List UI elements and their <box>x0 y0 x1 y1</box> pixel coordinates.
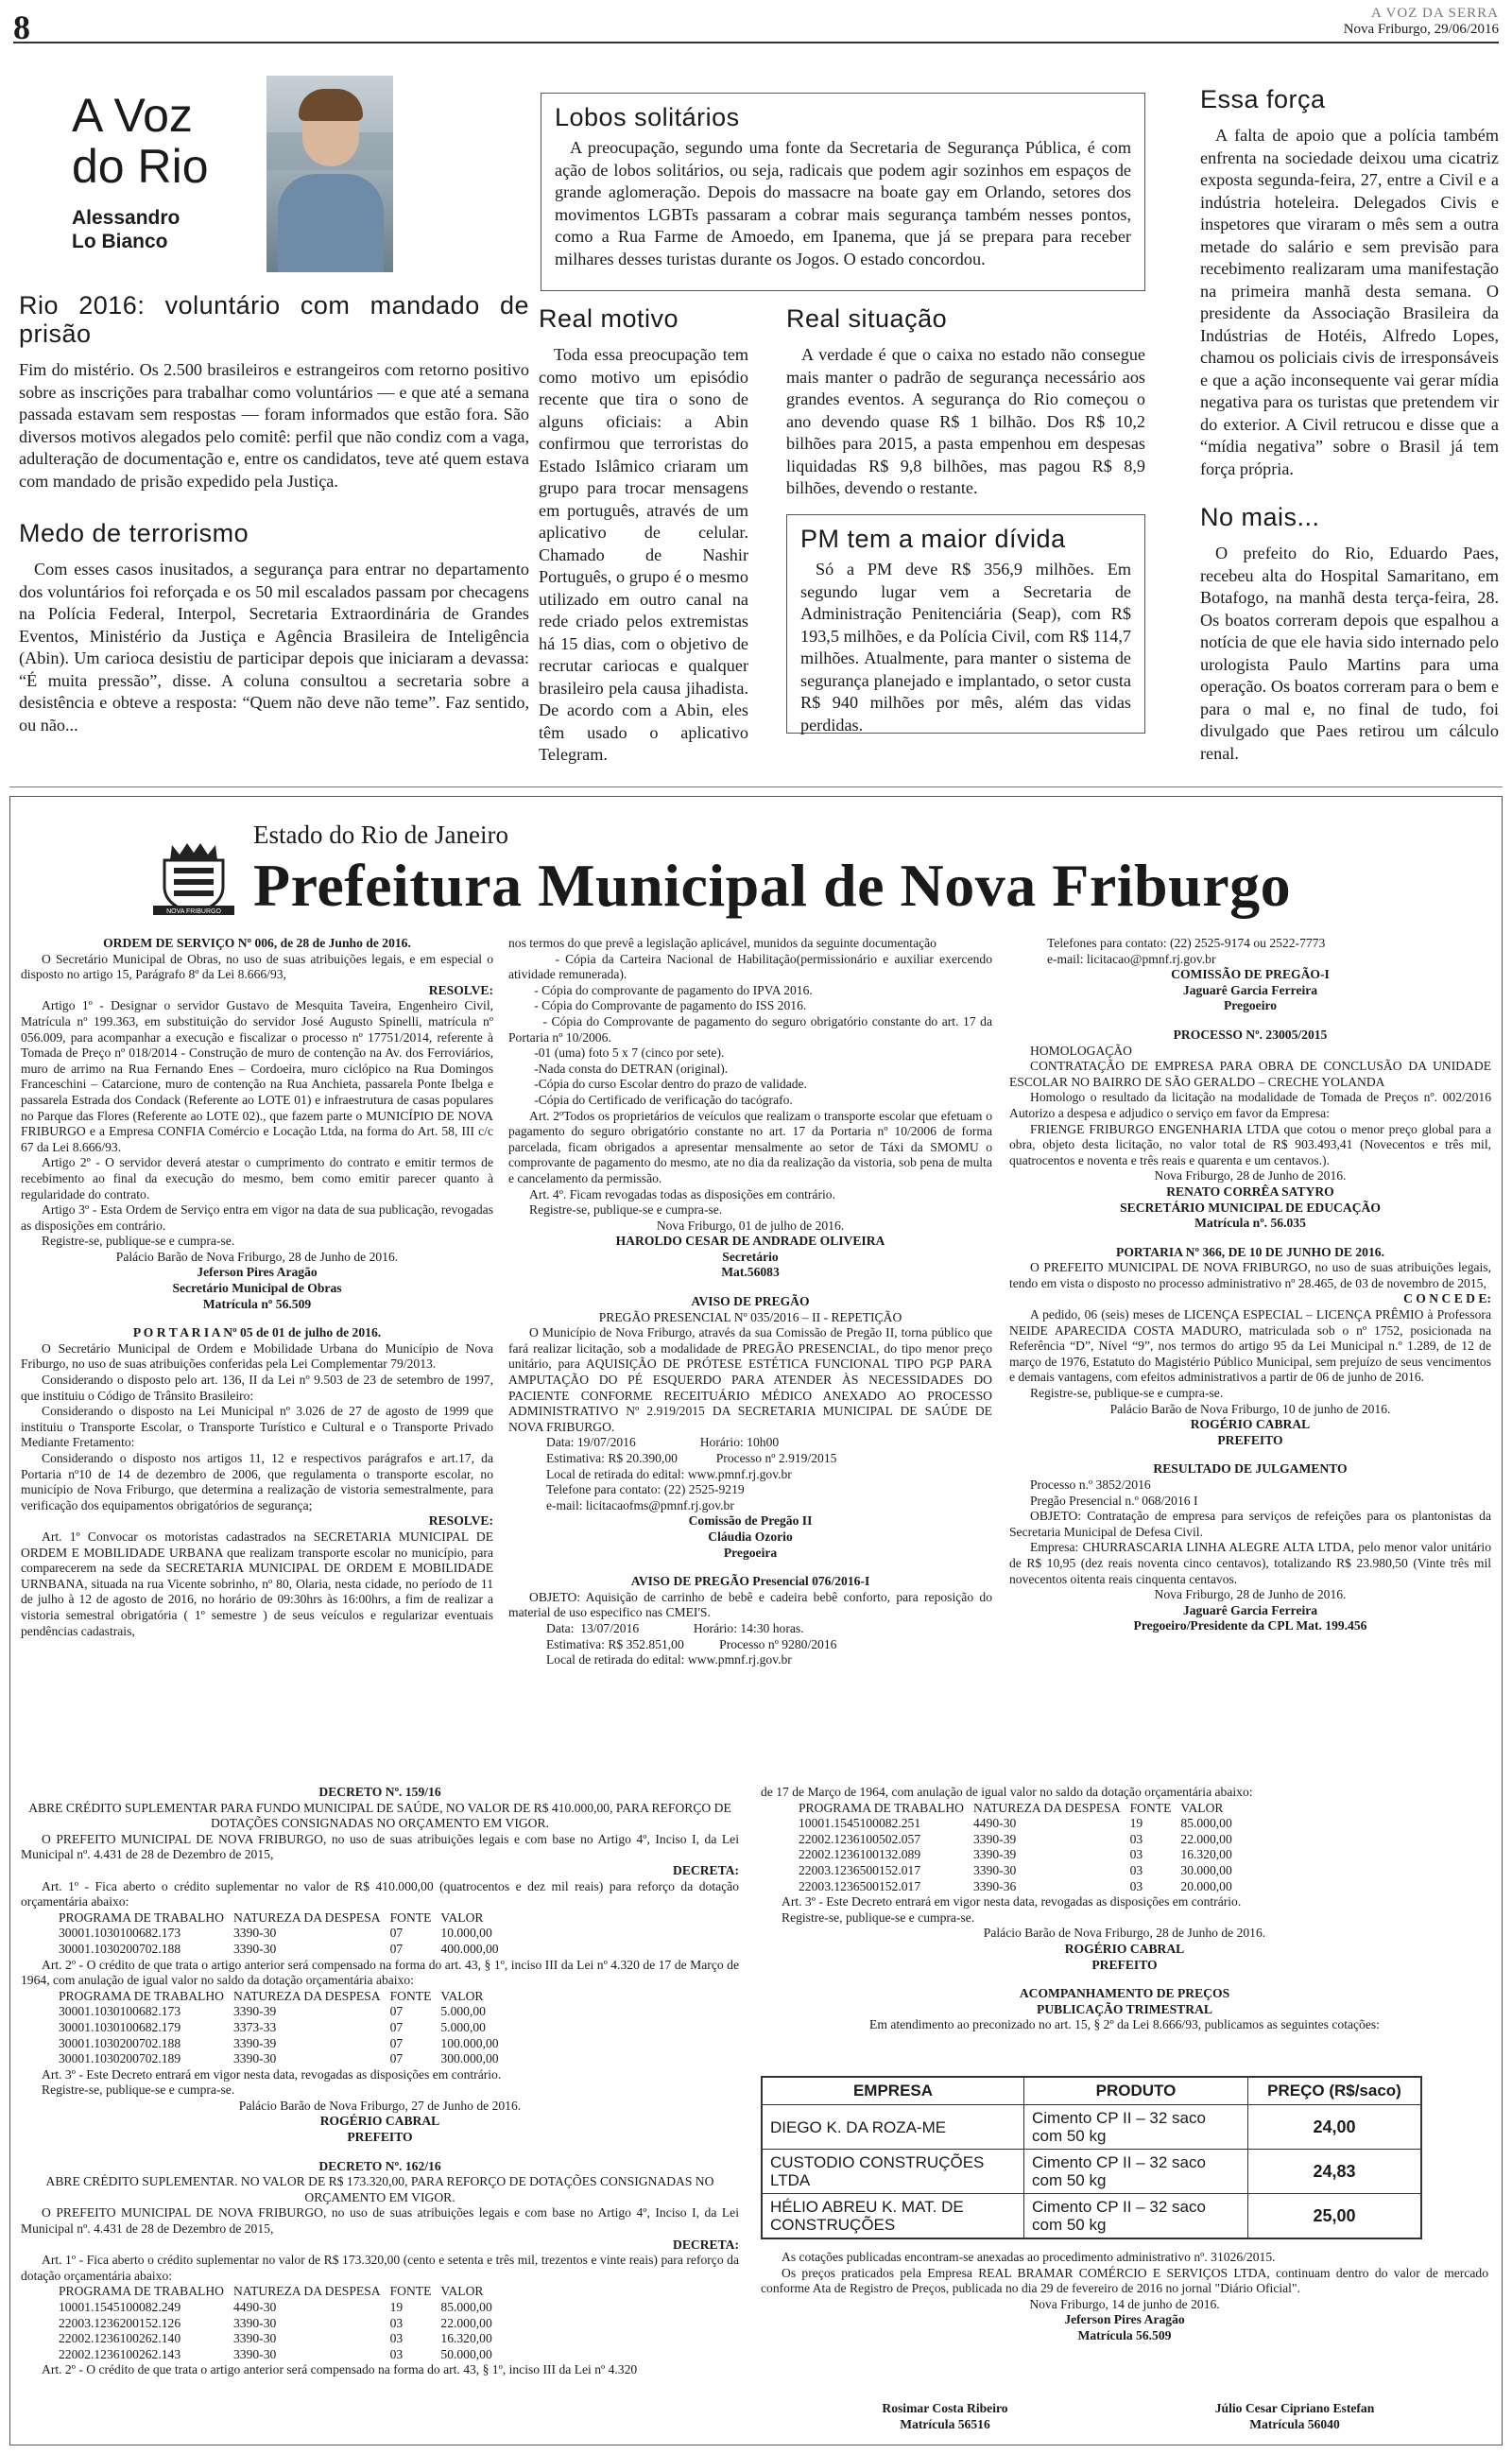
right-column <box>1200 85 1499 770</box>
lobos-box <box>541 93 1145 291</box>
budget-table-cell: 3390-30 <box>972 1862 1017 1877</box>
budget-table-cell: 3390-39 <box>232 2004 277 2019</box>
legal-text: Nova Friburgo, 28 de Junho de 2016. <box>1154 1587 1347 1602</box>
budget-table-cell: 30001.1030200702.188 <box>59 2035 181 2050</box>
budget-table-cell: 03 <box>389 2331 404 2346</box>
price-table-header: PREÇO (R$/saco) <box>1248 2077 1422 2105</box>
situacao-column <box>786 304 1145 506</box>
budget-table-cell: 07 <box>389 2019 404 2034</box>
legal-text: C O N C E D E: <box>1403 1291 1491 1306</box>
legal-text: Palácio Barão de Nova Friburgo, 28 de Junho de 2016. <box>115 1249 399 1264</box>
header-rule <box>13 42 1499 43</box>
prefeitura-name: Prefeitura Municipal de Nova Friburgo <box>253 852 1292 919</box>
legal-text: Local de retirada do edital: www.pmnf.rj.gov.br <box>546 1466 792 1481</box>
legal-text: O Secretário Municipal de Ordem e Mobilidade Urbana do Município de Nova Friburgo, no uso de suas atribuições conferidas pela Lei Complementar 79/2013. <box>21 1340 493 1372</box>
legal-text: - Cópia da Carteira Nacional de Habilitação(permissionário e auxiliar exercendo atividade remunerada). <box>508 951 996 982</box>
legal-text: RESOLVE: <box>428 982 493 997</box>
legal-text: -Cópia do curso Escolar dentro do prazo de validade. <box>508 1077 807 1092</box>
price-table-row <box>762 2150 1421 2194</box>
legal-column-1 <box>21 936 493 1639</box>
legal-text: DECRETO Nº. 159/16 <box>318 1785 441 1799</box>
legal-text: DECRETA: <box>673 2237 739 2252</box>
legal-text <box>21 2146 739 2159</box>
publication-name: A VOZ DA SERRA <box>1371 6 1499 21</box>
legal-text: Data: 13/07/2016 Horário: 14:30 horas. <box>546 1620 804 1635</box>
budget-table-cell: 07 <box>389 2004 404 2019</box>
masthead <box>1344 6 1499 38</box>
budget-table-cell: 4490-30 <box>972 1816 1017 1831</box>
budget-table-cell: 16.320,00 <box>440 2331 492 2346</box>
left-column <box>19 291 529 742</box>
budget-table-header: VALOR <box>440 1910 484 1925</box>
budget-table-header: VALOR <box>440 2284 484 2299</box>
budget-table-cell: 30001.1030200702.189 <box>59 2051 181 2066</box>
legal-text: Art. 3º - Este Decreto entrará em vigor nesta data, revogadas as disposições em contrário. <box>782 1894 1242 1910</box>
budget-table-cell: 3390-30 <box>232 1926 277 1941</box>
budget-table-cell: 3390-39 <box>972 1831 1017 1846</box>
budget-table-cell: 10.000,00 <box>440 1926 492 1941</box>
legal-text: RENATO CORRÊA SATYRO <box>1166 1184 1334 1199</box>
legal-text: Cláudia Ozorio <box>708 1529 793 1544</box>
budget-table-header: FONTE <box>1129 1800 1172 1815</box>
legal-text: Considerando o disposto na Lei Municipal nº 3.026 de 27 de agosto de 1999 que instituiu o Transporte Escolar, o Transporte Turístico e Cultural e o Transporte Privado Mediante Fretamento: <box>21 1404 493 1450</box>
budget-table-cell: 30001.1030100682.179 <box>59 2019 181 2034</box>
budget-table-cell: 07 <box>389 1926 404 1941</box>
budget-table <box>799 1801 1242 1895</box>
budget-table-cell: 3390-30 <box>232 1941 277 1956</box>
crest-icon <box>151 832 236 917</box>
price-footer <box>761 2250 1488 2344</box>
legal-text: Artigo 2º - O servidor deverá atestar o cumprimento do contrato e emitir termos de recebimento ao final da execução do mesmo, bem como emitir parecer quanto à regularidade do contrato. <box>21 1155 493 1201</box>
legal-text <box>1009 1014 1491 1028</box>
legal-text: -Cópia do Certificado de verificação do tacógrafo. <box>508 1092 793 1107</box>
budget-table-cell: 03 <box>1129 1862 1143 1877</box>
legal-text: ORDEM DE SERVIÇO Nº 006, de 28 de Junho de 2016. <box>103 936 411 950</box>
author-photo <box>266 76 393 272</box>
legal-text: ROGÉRIO CABRAL <box>1190 1417 1311 1432</box>
motivo-column <box>539 304 748 772</box>
legal-column-5 <box>761 1785 1488 2033</box>
legal-text: PROCESSO Nº. 23005/2015 <box>1173 1027 1328 1042</box>
legal-text: PREFEITO <box>1217 1432 1283 1447</box>
legal-text: Matrícula nº. 56.035 <box>1194 1216 1306 1231</box>
forca-title: Essa força <box>1200 85 1326 113</box>
budget-table-cell: 07 <box>389 2051 404 2066</box>
legal-text: O PREFEITO MUNICIPAL DE NOVA FRIBURGO, no uso de suas atribuições legais e com base no Artigo 4º, Inciso I, da Lei Municipal nº. 4.431 de 28 de Dezembro de 2015, <box>21 2205 739 2237</box>
legal-text: Estimativa: R$ 20.390,00 Processo nº 2.919/2015 <box>546 1451 837 1465</box>
budget-table-cell: 22003.1236200152.126 <box>59 2315 181 2330</box>
budget-table-row <box>59 2300 502 2316</box>
legal-text: PREFEITO <box>1091 1957 1158 1972</box>
budget-table-row <box>59 2036 508 2052</box>
nomais-body: O prefeito do Rio, Eduardo Paes, recebeu alta do Hospital Samaritano, em Botafogo, na manhã desta terça-feira, 28. Os boatos correram depois que espalhou a notícia de que ele havia sido internado pelo urologista Paulo Martins para uma operação. Os boatos correram para o bem e para o mal e, no final de tudo, foi divulgado que Paes retirou um cálculo renal. <box>1200 544 1499 763</box>
budget-table-header: NATUREZA DA DESPESA <box>232 2284 381 2299</box>
budget-table-cell: 22.000,00 <box>440 2315 492 2330</box>
legal-text <box>21 1312 493 1325</box>
prefeitura-state: Estado do Rio de Janeiro <box>253 821 508 849</box>
legal-text: HAROLDO CESAR DE ANDRADE OLIVEIRA <box>615 1234 885 1249</box>
budget-table-cell: 22002.1236100502.057 <box>799 1831 921 1846</box>
legal-text: Art. 3º - Este Decreto entrará em vigor nesta data, revogadas as disposições em contrário. <box>42 2066 502 2082</box>
legal-text: OBJETO: Contratação de empresa para serviços de refeições para os plantonistas da Secretaria Municipal de Defesa Civil. <box>1009 1509 1491 1539</box>
budget-table-row <box>59 2316 502 2332</box>
price-table <box>761 2076 1422 2239</box>
budget-table-header: FONTE <box>389 1988 432 2003</box>
budget-table-cell: 22002.1236100262.140 <box>59 2331 181 2346</box>
budget-table-row <box>59 2004 508 2020</box>
legal-text: PUBLICAÇÃO TRIMESTRAL <box>1037 2001 1212 2016</box>
budget-table-cell: 5.000,00 <box>440 2019 486 2034</box>
budget-table-cell: 22002.1236100132.089 <box>799 1847 921 1862</box>
budget-table-row <box>59 1926 508 1942</box>
price-table-row <box>762 2194 1421 2239</box>
price-table-row <box>762 2105 1421 2150</box>
motivo-body: Toda essa preocupação tem como motivo um episódio recente que tira o sono de alguns oficiais: a Abin confirmou que terroristas do Estado Islâmico criaram um grupo para trocar mensagens em português, através de um aplicativo de celular. Chamado de Nashir Português, o grupo é o mesmo utilizado em outro canal na rede criado pelos extremistas há 15 dias, com o objetivo de recrutar cariocas e qualquer brasileiro pela causa jihadista. De acordo com a Abin, eles têm usado o aplicativo Telegram. <box>539 345 748 764</box>
budget-table-cell: 85.000,00 <box>1180 1816 1232 1831</box>
budget-table-header: PROGRAMA DE TRABALHO <box>59 1910 224 1925</box>
medo-title: Medo de terrorismo <box>19 519 249 547</box>
budget-table-header: NATUREZA DA DESPESA <box>972 1800 1121 1815</box>
legal-text: Registre-se, publique-se e cumpra-se. <box>42 2082 235 2098</box>
legal-text: SECRETÁRIO MUNICIPAL DE EDUCAÇÃO <box>1120 1200 1381 1215</box>
price-cell-empresa: HÉLIO ABREU K. MAT. DE CONSTRUÇÕES <box>762 2194 1024 2239</box>
legal-text: - Cópia do comprovante de pagamento do IPVA 2016. <box>508 982 813 997</box>
legal-text: Mat.56083 <box>721 1265 780 1280</box>
legal-text: Artigo 3º - Esta Ordem de Serviço entra em vigor na data de sua publicação, revogadas as disposições em contrário. <box>21 1202 493 1233</box>
budget-table-cell: 100.000,00 <box>440 2035 499 2050</box>
budget-table-cell: 19 <box>1129 1816 1143 1831</box>
rio2016-body: Fim do mistério. Os 2.500 brasileiros e estrangeiros com retorno positivo sobre as inscrições para trabalhar como voluntários — e que até a semana passada estavam sem respostas — foram informados que estão fora. São diversos motivos alegados pelo comitê: perfil que não condiz com a vaga, adulteração de documentação e, entre os candidatos, teve até quem estava com mandado de prisão expedido pela Justiça. <box>19 360 529 491</box>
legal-text: ROGÉRIO CABRAL <box>1064 1941 1185 1956</box>
legal-text: O PREFEITO MUNICIPAL DE NOVA FRIBURGO, no uso de suas atribuições legais, tendo em vista o disposto no processo administrativo nº 28.465, de 03 de novembro de 2015, <box>1009 1260 1491 1290</box>
budget-table-row <box>799 1879 1242 1895</box>
budget-table-cell: 5.000,00 <box>440 2004 486 2019</box>
legal-text: Telefone para contato: (22) 2525-9219 <box>546 1482 745 1497</box>
budget-table-cell: 400.000,00 <box>440 1941 499 1956</box>
column-title: A Voz do Rio <box>72 89 209 193</box>
budget-table-header: NATUREZA DA DESPESA <box>232 1910 381 1925</box>
budget-table-row <box>59 2347 502 2363</box>
legal-text: de 17 de Março de 1964, com anulação de igual valor no saldo da dotação orçamentária abaixo: <box>761 1785 1253 1799</box>
budget-table-cell: 30001.1030100682.173 <box>59 2004 181 2019</box>
legal-text: -Nada consta do DETRAN (original). <box>508 1061 729 1076</box>
legal-text <box>1009 1448 1491 1461</box>
legal-text: Registre-se, publique-se e cumpra-se. <box>42 1234 235 1249</box>
budget-table-row <box>799 1832 1242 1848</box>
budget-table-cell: 10001.1545100082.249 <box>59 2300 181 2314</box>
legal-text: P O R T A R I A Nº 05 de 01 de julho de 2016. <box>132 1325 382 1340</box>
legal-text: Registre-se, publique-se e cumpra-se. <box>782 1910 975 1925</box>
legal-text: - Cópia do Comprovante de pagamento do ISS 2016. <box>508 998 807 1013</box>
budget-table-cell: 30001.1030200702.188 <box>59 1941 181 1956</box>
forca-body: A falta de apoio que a polícia também enfrenta na sociedade deixou uma cicatriz exposta segunda-feira, 27, entre a Civil e a indústria hoteleira. Delegados Civis e inspetores que viraram o mês sem a outra metade do salário e sem previsão para recebimento realizaram uma manifestação na primeira manhã desta semana. O presidente da Associação Brasileira da Indústrias de Hotéis, Alfredo Lopes, chamou os policiais civis de irresponsáveis e que a ação inconsequente vai gerar mídia negativa para os turistas que pretendem vir do exterior. A Civil retrucou e disse que a “mídia negativa” sobre o Brasil já tem força própria. <box>1200 126 1499 478</box>
budget-table-cell: 3390-36 <box>972 1878 1017 1893</box>
legal-text: O Município de Nova Friburgo, através da sua Comissão de Pregão II, torna público que fará realizar licitação, sob a modalidade de PREGÃO PRESENCIAL, do tipo menor preço unitário, para AQUISIÇÃO DE PRÓTESE ESTÉTICA FUNCIONAL TIPO PGP PARA AMPUTAÇÃO DO PÉ ESQUERDO PARA ATENDER ÀS NECESSIDADES DO PACIENTE CONFORME RECEITUÁRIO MÉDICO ANEXADO AO PROCESSO ADMINISTRATIVO Nº 2.919/2015 DA SECRETARIA MUNICIPAL DE SAÚDE DE NOVA FRIBURGO. <box>508 1325 992 1434</box>
legal-text: Pregoeiro/Presidente da CPL Mat. 199.456 <box>1133 1618 1367 1633</box>
legal-text: Local de retirada do edital: www.pmnf.rj.gov.br <box>546 1652 792 1668</box>
legal-text: Secretário Municipal de Obras <box>172 1281 342 1296</box>
legal-text: ROGÉRIO CABRAL <box>319 2114 440 2129</box>
legal-text: Data: 19/07/2016 Horário: 10h00 <box>546 1435 780 1450</box>
price-cell-empresa: CUSTODIO CONSTRUÇÕES LTDA <box>762 2150 1024 2194</box>
budget-table-cell: 300.000,00 <box>440 2051 499 2066</box>
budget-table-cell: 03 <box>1129 1847 1143 1862</box>
legal-text: - Cópia do Comprovante de pagamento do seguro obrigatório constante do art. 17 da Portaria nº 10/2006. <box>508 1013 996 1045</box>
motivo-title: Real motivo <box>539 304 679 333</box>
budget-table-header: FONTE <box>389 2284 432 2299</box>
budget-table-cell: 03 <box>1129 1878 1143 1893</box>
budget-table-cell: 50.000,00 <box>440 2346 492 2361</box>
budget-table-row <box>59 2331 502 2347</box>
budget-table-cell: 19 <box>389 2300 404 2314</box>
legal-text: COMISSÃO DE PREGÃO-I <box>1171 967 1330 982</box>
legal-text: Jaguarê Garcia Ferreira <box>1182 982 1318 997</box>
budget-table-cell: 3373-33 <box>232 2019 277 2034</box>
legal-text: Art. 1º - Fica aberto o crédito suplementar no valor de R$ 173.320,00 (cento e setenta e três mil, trezentos e vinte reais) para reforço da dotação orçamentária abaixo: <box>21 2253 739 2283</box>
legal-text: AVISO DE PREGÃO Presencial 076/2016-I <box>630 1574 870 1589</box>
legal-text: Jeferson Pires Aragão <box>1064 2312 1185 2327</box>
budget-table-row <box>799 1847 1242 1863</box>
price-table-header: EMPRESA <box>762 2077 1024 2105</box>
lobos-title: Lobos solitários <box>555 103 740 131</box>
legal-text: Art. 1º - Fica aberto o crédito suplementar no valor de R$ 410.000,00 (quatrocentos e dez mil reais) para reforço da dotação orçamentária abaixo: <box>21 1878 739 1910</box>
budget-table-cell: 3390-30 <box>232 2051 277 2066</box>
budget-table-cell: 3390-39 <box>972 1847 1017 1862</box>
nomais-title: No mais... <box>1200 503 1320 531</box>
legal-text: Pregoeiro <box>1223 998 1278 1013</box>
budget-table-cell: 85.000,00 <box>440 2300 492 2314</box>
situacao-title: Real situação <box>786 304 948 333</box>
legal-text: Art. 1º Convocar os motoristas cadastrados na SECRETARIA MUNICIPAL DE ORDEM E MOBILIDADE URBANA que realizam transporte escolar no município, para comparecerem na sede da SECRETARIA MUNICIPAL DE ORDEM E MOBILIDADE URNBANA, situada na rua Vicente sobrinho, nº 80, Olaria, nesta cidade, no período de 11 de julho à 12 de agosto de 2016, no horário de 09:30hrs às 16:00hrs, a fim de realizar a vistoria semestral obrigatória ( 1º semestre ) de seus veículos e regularizar eventuais pendências cadastrais, <box>21 1529 493 1638</box>
rio2016-title: Rio 2016: voluntário com mandado de prisão <box>19 291 529 348</box>
legal-text: Homologo o resultado da licitação na modalidade de Tomada de Preços nº. 002/2016 Autorizo a despesa e adjudico o serviço em favor da Empresa: <box>1009 1090 1491 1120</box>
budget-table-cell: 07 <box>389 1941 404 1956</box>
legal-text: Processo n.º 3852/2016 <box>1030 1478 1151 1492</box>
legal-text: ACOMPANHAMENTO DE PREÇOS <box>1019 1986 1230 2001</box>
price-cell-preco: 25,00 <box>1248 2194 1422 2239</box>
budget-table-cell: 07 <box>389 2035 404 2050</box>
legal-text: DECRETO Nº. 162/16 <box>318 2158 441 2173</box>
legal-text: ABRE CRÉDITO SUPLEMENTAR PARA FUNDO MUNICIPAL DE SAÚDE, NO VALOR DE R$ 410.000,00, PARA REFORÇO DE DOTAÇÕES CONSIGNADAS NO ORÇAMENTO EM VIGOR. <box>28 1800 731 1831</box>
legal-text: As cotações publicadas encontram-se anexadas ao procedimento administrativo nº. 31026/2015. <box>782 2250 1276 2264</box>
budget-table-cell: 30001.1030100682.173 <box>59 1926 181 1941</box>
price-cell-empresa: DIEGO K. DA ROZA-ME <box>762 2105 1024 2150</box>
legal-text: Palácio Barão de Nova Friburgo, 10 de junho de 2016. <box>1109 1401 1391 1416</box>
legal-text: A pedido, 06 (seis) meses de LICENÇA ESPECIAL – LICENÇA PRÊMIO à Professora NEIDE APARECIDA COSTA MADURO, matriculada sob o nº 1752, posicionada na Referência “D”, Nível “9”, nos termos do artigo 95 da Lei Municipal n.º 1.289, de 12 de março de 1976, Estatuto do Magistério Público Municipal, sem prejuízo de seus vencimentos e demais vantagens, com efeitos administrativos a partir de 06 de junho de 2016. <box>1009 1307 1491 1385</box>
column-author: Alessandro Lo Bianco <box>72 207 180 252</box>
price-cell-preco: 24,00 <box>1248 2105 1422 2150</box>
budget-table-cell: 03 <box>1129 1831 1143 1846</box>
budget-table-header: VALOR <box>1180 1800 1224 1815</box>
legal-text: Registre-se, publique-se e cumpra-se. <box>1030 1386 1224 1401</box>
pm-title: PM tem a maior dívida <box>800 525 1066 553</box>
legal-text: Art. 2ºTodos os proprietários de veículos que realizam o transporte escolar que efetuam o pagamento do seguro obrigatório constante no art. 17 da Portaria nº 10/2006 de forma parcelada, ficam obrigados a apresentar mensalmente ao setor de Táxi da SMOMU o comprovante de pagamento do mesmo, ate no dia da realização da vistoria, sob pena de multa e cancelamento da permissão. <box>508 1108 992 1185</box>
legal-text: Jaguarê Garcia Ferreira <box>1182 1602 1318 1617</box>
legal-text: Art. 4º. Ficam revogadas todas as disposições em contrário. <box>529 1186 835 1201</box>
budget-table-cell: 03 <box>389 2346 404 2361</box>
legal-text <box>508 1281 992 1294</box>
legal-text: nos termos do que prevê a legislação aplicável, munidos da seguinte documentação <box>508 936 936 950</box>
legal-text: Em atendimento ao preconizado no art. 15, § 2º da Lei 8.666/93, publicamos as seguintes cotações: <box>869 2017 1380 2032</box>
legal-text: Matrícula 56.509 <box>1077 2327 1172 2342</box>
legal-text: Considerando o disposto nos artigos 11, 12 e respectivos parágrafos e art.17, da Portaria nº10 de 14 de dezembro de 2006, que regulamenta o transporte escolar, no município de Nova Friburgo, que determina a realização de vistoria semestralmente, para verificação dos equipamentos obrigatórios de segurança; <box>21 1451 493 1512</box>
signature-2: Júlio Cesar Cipriano Estefan Matrícula 56040 <box>1214 2401 1375 2431</box>
legal-text: Comissão de Pregão II <box>688 1513 813 1529</box>
legal-text <box>508 1561 992 1574</box>
legal-text: OBJETO: Aquisição de carrinho de bebê e cadeira bebê conforto, para reposição do material de uso especifico nas CMEI'S. <box>508 1589 992 1620</box>
budget-table-cell: 3390-39 <box>232 2035 277 2050</box>
legal-text: Palácio Barão de Nova Friburgo, 28 de Junho de 2016. <box>983 1926 1266 1941</box>
budget-table-cell: 10001.1545100082.251 <box>799 1816 921 1831</box>
pm-body: Só a PM deve R$ 356,9 milhões. Em segundo lugar vem a Secretaria de Administração Penitenciária (Seap), com R$ 193,5 milhões, e da Polícia Civil, com R$ 114,7 milhões. Atualmente, para manter o sistema de segurança planejado e implantado, o setor custa R$ 940 milhões por mês, além das vidas perdidas. <box>800 560 1131 734</box>
budget-table-row <box>799 1816 1242 1832</box>
legal-text: Art. 2º - O crédito de que trata o artigo anterior será compensado na forma do art. 43, § 1º, inciso III da Lei nº 4.320 <box>42 2362 638 2377</box>
legal-text: ABRE CRÉDITO SUPLEMENTAR. NO VALOR DE R$ 173.320,00, PARA REFORÇO DE DOTAÇÕES CONSIGNADAS NO ORÇAMENTO EM VIGOR. <box>45 2174 714 2204</box>
page-number: 8 <box>13 9 30 46</box>
legal-text: Nova Friburgo, 01 de julho de 2016. <box>656 1218 845 1233</box>
price-cell-produto: Cimento CP II – 32 saco com 50 kg <box>1024 2105 1248 2150</box>
legal-text: e-mail: licitacao@pmnf.rj.gov.br <box>1047 951 1216 966</box>
legal-text: RESOLVE: <box>428 1513 493 1529</box>
legal-text: FRIENGE FRIBURGO ENGENHARIA LTDA que cotou o menor preço global para a obra, objeto desta licitação, no valor total de R$ 903.493,41 (Novecentos e três mil, quatrocentos e noventa e três reais e quarenta e um centavos.). <box>1009 1121 1491 1167</box>
legal-text: PREGÃO PRESENCIAL Nº 035/2016 – II - REPETIÇÃO <box>598 1309 902 1324</box>
legal-text: Telefones para contato: (22) 2525-9174 ou 2522-7773 <box>1047 936 1326 950</box>
legal-text: AVISO DE PREGÃO <box>691 1294 810 1309</box>
medo-body: Com esses casos inusitados, a segurança para entrar no departamento dos voluntários foi reforçada e os 50 mil escalados passam por checagens na Polícia Federal, Interpol, Secretaria Extraordinária de Grandes Eventos, Ministério da Justiça e Agência Brasileira de Inteligência (Abin). Um carioca desistiu de participar depois que iniciaram a devassa: “É muita pressão”, disse. A coluna consultou a secretaria sobre a desistência e obteve a resposta: “Quem não deve não teme”. Faz sentido, ou não... <box>19 560 529 734</box>
legal-text: HOMOLOGAÇÃO <box>1030 1043 1132 1058</box>
budget-table-cell: 22.000,00 <box>1180 1831 1232 1846</box>
budget-table-cell: 3390-30 <box>232 2331 277 2346</box>
legal-text: Empresa: CHURRASCARIA LINHA ALEGRE ALTA LTDA, pelo menor valor unitário de R$ 10,95 (dez reais noventa cinco centavos), totalizando R$ 23.980,50 (Vinte três mil novecentos oitenta reais cinquenta centavos. <box>1009 1540 1491 1586</box>
legal-column-2 <box>508 936 996 1668</box>
legal-text: Secretário <box>722 1249 779 1264</box>
legal-text <box>1009 1232 1491 1245</box>
legal-text: O PREFEITO MUNICIPAL DE NOVA FRIBURGO, no uso de suas atribuições legais e com base no Artigo 4º, Inciso I, da Lei Municipal nº. 4.431 de 28 de Dezembro de 2015, <box>21 1831 739 1862</box>
budget-table-row <box>59 2020 508 2036</box>
budget-table <box>59 1989 508 2067</box>
edition-date: Nova Friburgo, 29/06/2016 <box>1343 22 1499 37</box>
price-table-header: PRODUTO <box>1024 2077 1248 2105</box>
budget-table-header: NATUREZA DA DESPESA <box>232 1988 381 2003</box>
legal-text: -01 (uma) foto 5 x 7 (cinco por sete). <box>508 1046 725 1061</box>
budget-table-cell: 3390-30 <box>232 2315 277 2330</box>
legal-text: Estimativa: R$ 352.851,00 Processo nº 9280/2016 <box>546 1636 837 1651</box>
legal-text: Nova Friburgo, 28 de Junho de 2016. <box>1154 1168 1347 1184</box>
legal-text: DECRETA: <box>673 1862 739 1877</box>
lobos-body: A preocupação, segundo uma fonte da Secretaria de Segurança Pública, é com ação de lobos solitários, ou seja, radicais que podem agir sozinhos em espaços de grande aglomeração. Depois do massacre na boate gay em Orlando, setores dos movimentos LGBTs passaram a cobrar mais segurança também nesses pontos, como a Rua Farme de Amoedo, em Ipanema, que já se prepara para receber milhares desses turistas durante os Jogos. O estado concordou. <box>555 138 1131 268</box>
legal-text: O Secretário Municipal de Obras, no uso de suas atribuições legais, e em especial o disposto no artigo 15, Parágrafo 8º da Lei 8.666/93, <box>21 951 493 982</box>
legal-text: PREFEITO <box>347 2130 413 2145</box>
crest-label: NOVA FRIBURGO <box>166 908 221 915</box>
legal-text: Registre-se, publique-se e cumpra-se. <box>529 1202 723 1218</box>
legal-text: Nova Friburgo, 14 de junho de 2016. <box>1029 2296 1220 2311</box>
budget-table-header: PROGRAMA DE TRABALHO <box>799 1800 964 1815</box>
legal-text: Jeferson Pires Aragão <box>197 1265 318 1280</box>
legal-text: Pregão Presencial n.º 068/2016 I <box>1030 1493 1198 1508</box>
budget-table-cell: 03 <box>389 2315 404 2330</box>
legal-text: Matrícula nº 56.509 <box>202 1296 312 1311</box>
budget-table-row <box>59 2051 508 2067</box>
legal-text: CONTRATAÇÃO DE EMPRESA PARA OBRA DE CONCLUSÃO DA UNIDADE ESCOLAR NO BAIRRO DE SÃO GERALDO – CRECHE YOLANDA <box>1009 1059 1491 1089</box>
signature-1: Rosimar Costa Ribeiro Matrícula 56516 <box>882 2401 1008 2431</box>
section-divider <box>9 786 1503 787</box>
budget-table-cell: 20.000,00 <box>1180 1878 1232 1893</box>
legal-text: Considerando o disposto pelo art. 136, II da Lei nº 9.503 de 23 de setembro de 1997, que instituiu o Código de Trânsito Brasileiro: <box>21 1373 493 1403</box>
budget-table <box>59 2284 502 2362</box>
budget-table-cell: 3390-30 <box>232 2346 277 2361</box>
pm-box <box>786 514 1145 734</box>
legal-text: RESULTADO DE JULGAMENTO <box>1153 1461 1348 1477</box>
budget-table-cell: 16.320,00 <box>1180 1847 1232 1862</box>
price-cell-produto: Cimento CP II – 32 saco com 50 kg <box>1024 2194 1248 2239</box>
legal-text <box>761 1973 1488 1986</box>
legal-column-4 <box>21 1785 739 2378</box>
legal-text: Art. 2º - O crédito de que trata o artigo anterior será compensado na forma do art. 43, § 1º, inciso III da Lei nº 4.320 de 17 de Março de 1964, com anulação de igual valor no saldo da dotação orçamentária abaixo: <box>21 1957 739 1988</box>
legal-text: PORTARIA Nº 366, DE 10 DE JUNHO DE 2016. <box>1116 1244 1384 1259</box>
legal-column-3 <box>1009 936 1491 1634</box>
legal-text: Os preços praticados pela Empresa REAL BRAMAR COMÉRCIO E SERVIÇOS LTDA, continuam dentro do valor de mercado conforme Ata de Registro de Preços, publicada no dia 29 de fevereiro de 2016 no jornal "Diário Oficial". <box>761 2265 1488 2296</box>
budget-table <box>59 1910 508 1958</box>
price-cell-preco: 24,83 <box>1248 2150 1422 2194</box>
legal-text: e-mail: licitacaofms@pmnf.rj.gov.br <box>546 1497 734 1512</box>
legal-text: Palácio Barão de Nova Friburgo, 27 de Junho de 2016. <box>238 2098 522 2113</box>
budget-table-cell: 30.000,00 <box>1180 1862 1232 1877</box>
budget-table-header: FONTE <box>389 1910 432 1925</box>
situacao-body: A verdade é que o caixa no estado não consegue mais manter o padrão de segurança necessário aos grandes eventos. A segurança do Rio começou o ano devendo quase R$ 1 bilhão. Dos R$ 10,2 bilhões para 2015, a pasta empenhou em despesas liquidadas R$ 9,8 bilhões, mas pagou R$ 8,9 bilhões, devendo o restante. <box>786 345 1145 497</box>
budget-table-header: PROGRAMA DE TRABALHO <box>59 2284 224 2299</box>
budget-table-cell: 4490-30 <box>232 2300 277 2314</box>
legal-text: Pregoeira <box>723 1545 778 1560</box>
budget-table-cell: 22002.1236100262.143 <box>59 2346 181 2361</box>
budget-table-header: PROGRAMA DE TRABALHO <box>59 1988 224 2003</box>
budget-table-header: VALOR <box>440 1988 484 2003</box>
budget-table-row <box>59 1942 508 1958</box>
legal-text: Artigo 1º - Designar o servidor Gustavo de Mesquita Taveira, Engenheiro Civil, Matrícula nº 199.363, em substituição do servidor José Augusto Spinelli, matrícula nº 056.009, para acompanhar a execução e fiscalizar o processo nº 17751/2014, referente à Tomada de Preço nº 018/2014 - Construção de muro de contenção na Av. dos Ferroviários, muro de arrimo na Rua Fernando Enes – Cordoeira, muro ciclópico na Rua Domingos Franceschini – Catarcione, muro de contenção na Rua Anchieta, passarela Ponte Ibelga e passarela Estrada dos Condack (Referente ao LOTE 01) e infraestrutura de casas populares no Parque das Flores (Referente ao LOTE 02)., que fazem parte o MUNICÍPIO DE NOVA FRIBURGO e a Empresa CONFIA Comércio e Locação Ltda, na forma do Art. 58, III c/c 67 da Lei 8.666/93. <box>21 998 493 1154</box>
budget-table-cell: 22003.1236500152.017 <box>799 1862 921 1877</box>
price-cell-produto: Cimento CP II – 32 saco com 50 kg <box>1024 2150 1248 2194</box>
budget-table-row <box>799 1863 1242 1879</box>
budget-table-cell: 22003.1236500152.017 <box>799 1878 921 1893</box>
